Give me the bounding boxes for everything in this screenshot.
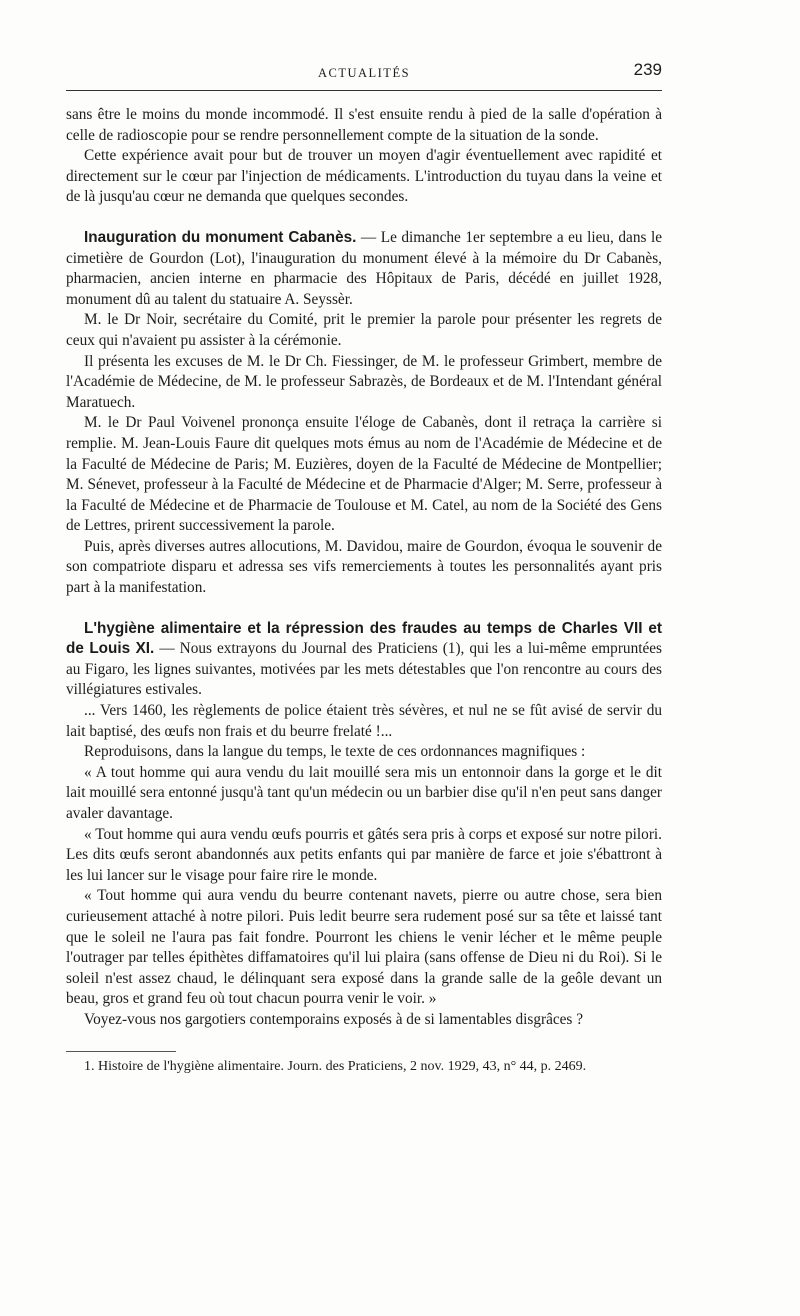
- running-head: [66, 60, 662, 84]
- section-paragraph: [66, 228, 662, 310]
- paragraph: Reproduisons, dans la langue du temps, le texte de ces ordonnances magnifiques :: [84, 743, 586, 761]
- section-text: — Le dimanche 1er septembre a eu lieu, dans le cimetière de Gourdon (Lot), l'inauguration du monument élevé à la mémoire du Dr Cabanès, pharmacien, ancien interne en pharmacie des Hôpitaux de Paris, décédé en juillet 1928, monument dû au talent du statuaire A. Seyssèr.: [66, 228, 662, 308]
- section-title-hygiene: L'hygiène alimentaire et la répression des fraudes au temps de Charles VII et de Louis XI.: [66, 619, 662, 658]
- page: [66, 60, 662, 1076]
- section-title-cabanes: Inauguration du monument Cabanès.: [84, 228, 357, 246]
- running-title: ACTUALITÉS: [317, 66, 411, 80]
- quote-paragraph: « A tout homme qui aura vendu du lait mouillé sera mis un entonnoir dans la gorge et le dit lait mouillé sera entonné jusqu'à tant qu'un médecin ou un barbier dise qu'il n'en peut sans danger avaler davantage.: [66, 763, 662, 822]
- footnote: 1. Histoire de l'hygiène alimentaire. Journ. des Praticiens, 2 nov. 1929, 43, n° 44, p. 2469.: [84, 1058, 587, 1074]
- paragraph: Il présenta les excuses de M. le Dr Ch. Fiessinger, de M. le professeur Grimbert, membre de l'Académie de Médecine, de M. le professeur Sabrazès, de Bordeaux et de M. l'Intendant général Maratuech.: [66, 352, 662, 411]
- section-text: — Nous extrayons du Journal des Praticiens (1), qui les a lui-même empruntées au Figaro, les lignes suivantes, motivées par les mets détestables que l'on rencontre au cours des villégiatures estivales.: [66, 640, 663, 699]
- footnote-rule: [66, 1051, 176, 1052]
- page-number: 239: [633, 60, 662, 79]
- paragraph: sans être le moins du monde incommodé. Il s'est ensuite rendu à pied de la salle d'opération à celle de radioscopie pour se rendre personnellement compte de la situation de la sonde.: [66, 106, 662, 144]
- section-paragraph: [66, 619, 662, 701]
- paragraph: M. le Dr Paul Voivenel prononça ensuite l'éloge de Cabanès, dont il retraça la carrière si remplie. M. Jean-Louis Faure dit quelques mots émus au nom de l'Académie de Médecine et de la Faculté de Médecine de Paris; M. Euzières, doyen de la Faculté de Médecine de Montpellier; M. Sénevet, professeur à la Faculté de Médecine et de Pharmacie d'Alger; M. Serre, professeur à la Faculté de Médecine et de Pharmacie de Toulouse et M. Catel, au nom de la Société des Gens de Lettres, prirent successivement la parole.: [66, 414, 662, 535]
- quote-paragraph: « Tout homme qui aura vendu du beurre contenant navets, pierre ou autre chose, sera bien curieusement attaché à notre pilori. Puis ledit beurre sera rudement posé sur sa tête et laissé tant que le soleil ne l'aura pas fait fondre. Pourront les chiens le venir lécher et le même peuple l'outrager par telles épithètes diffamatoires qu'il lui plaira (sans offense de Dieu ni du Roi). Si le soleil n'est assez chaud, le délinquant sera exposé dans la grande salle de la geôle devant un beau, gros et grand feu où tout chacun pourra venir le voir. »: [66, 887, 662, 1008]
- paragraph: ... Vers 1460, les règlements de police étaient très sévères, et nul ne se fût avisé de servir du lait baptisé, des œufs non frais et du beurre frelaté !...: [66, 702, 662, 740]
- paragraph: Puis, après diverses autres allocutions, M. Davidou, maire de Gourdon, évoqua le souvenir de son compatriote disparu et adressa ses vifs remerciements à toutes les personnalités ayant pris part à la manifestation.: [66, 537, 662, 597]
- paragraph: M. le Dr Noir, secrétaire du Comité, prit le premier la parole pour présenter les regrets de ceux qui n'avaient pu assister à la cérémonie.: [66, 311, 662, 349]
- header-rule: [66, 90, 662, 91]
- paragraph: Cette expérience avait pour but de trouver un moyen d'agir éventuellement avec rapidité et directement sur le cœur par l'injection de médicaments. L'introduction du tuyau dans la veine et de là jusqu'au cœur ne demanda que quelques secondes.: [66, 147, 662, 206]
- paragraph: Voyez-vous nos gargotiers contemporains exposés à de si lamentables disgrâces ?: [84, 1010, 584, 1028]
- quote-paragraph: « Tout homme qui aura vendu œufs pourris et gâtés sera pris à corps et exposé sur notre pilori. Les dits œufs seront abandonnés aux petits enfants qui par manière de farce et joie s'ébattront à les lui lancer sur le visage pour faire rire le monde.: [66, 825, 662, 884]
